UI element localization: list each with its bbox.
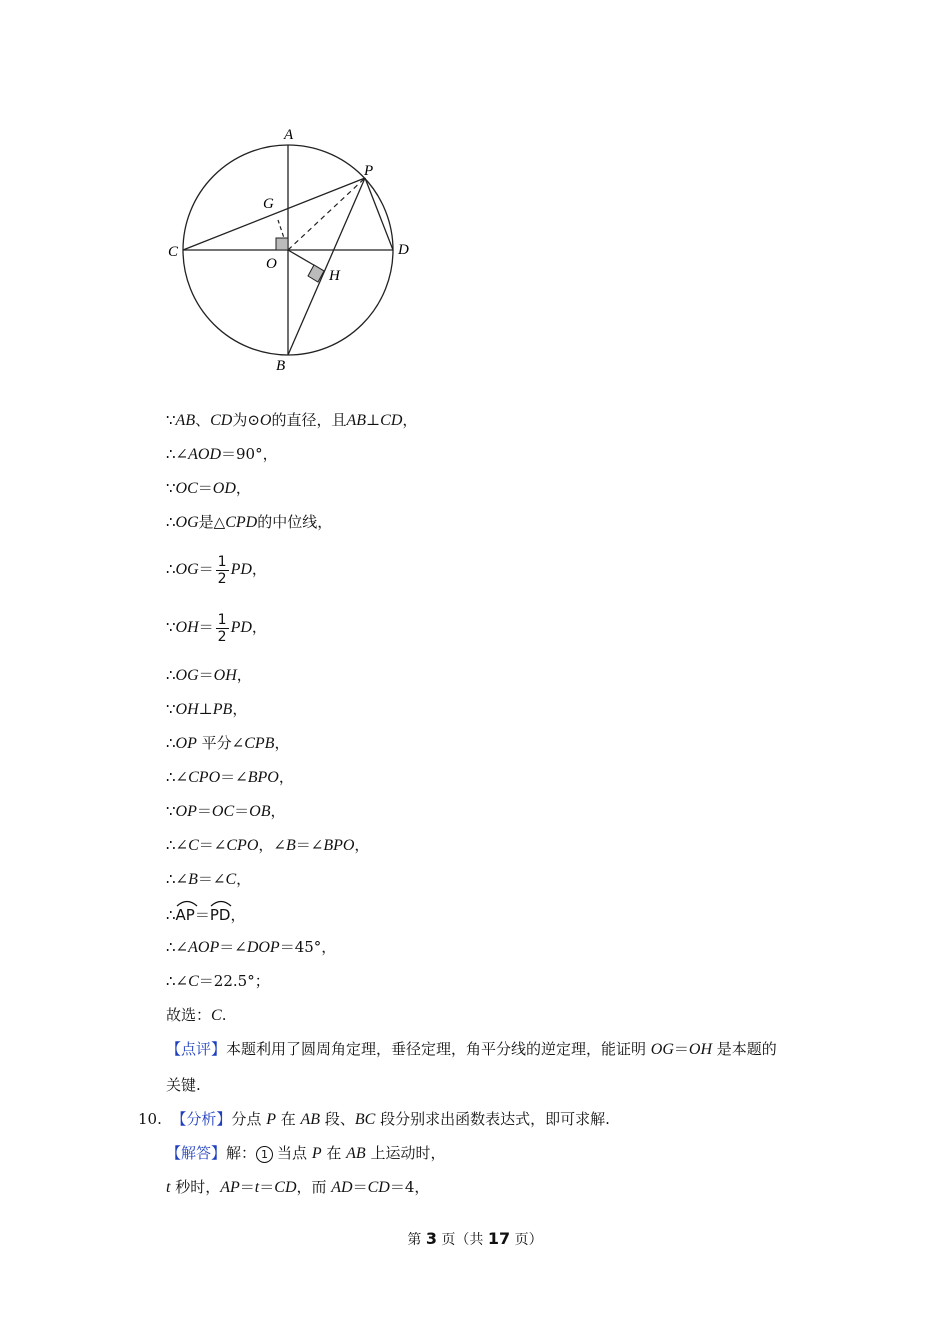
step-10 [166,765,294,789]
t: ＝90°， [221,445,278,463]
v: C [225,871,237,888]
t: 的中位线， [257,513,333,531]
t: ＝∠ [219,938,247,956]
t: ∴ [166,666,176,684]
t: ＝ [197,479,213,497]
t: ＝ [352,1178,368,1196]
v: AB [346,1145,366,1162]
geometry-figure [160,118,420,380]
t: ∵ [166,700,176,718]
t: ＝ [239,1178,255,1196]
step-17 [166,1003,226,1027]
t: ＝ [198,666,214,684]
v: O [259,412,272,429]
t: ， [230,906,246,924]
t: ， [251,618,267,636]
v: DOP [246,939,280,956]
t: 在 [275,1110,301,1128]
v: C [188,973,199,990]
v: P [266,1111,276,1128]
t: ， [270,802,286,820]
step-14 [166,901,246,925]
t: ⊥ [198,700,213,718]
v: AOP [188,939,220,956]
t: ∵ [166,411,176,429]
t: 段分别求出函数表达式，即可求解. [375,1110,610,1128]
v: PD [230,619,252,636]
t: ，而 [296,1178,332,1196]
page-footer [0,1228,950,1251]
v: B [188,871,198,888]
v: C [211,1007,222,1024]
v: OB [249,803,271,820]
t: 的直径，且 [271,411,347,429]
t: 页） [510,1232,543,1248]
t: ＝ [259,1178,275,1196]
t: ＝ [196,802,212,820]
t: 上运动时， [365,1144,446,1162]
label-d: D [398,242,409,258]
t: ＝ [194,906,210,924]
step-5 [166,552,267,586]
v: PD [230,561,252,578]
t: 是本题的 [712,1040,777,1058]
v: PD [209,906,231,924]
denominator: 2 [217,628,227,645]
step-7 [166,663,252,687]
t: ∴ [166,734,176,752]
t: ⊥ [366,411,381,429]
v: BC [354,1111,376,1128]
arc-icon [176,899,198,907]
v: P [311,1145,322,1162]
step-2 [166,442,278,466]
t: ∴ [166,906,176,924]
v: OG [175,514,199,531]
t: 当点 [277,1144,312,1162]
step-4 [166,510,332,534]
t: ＝45°， [279,938,337,956]
label-b: B [276,358,286,374]
v: CD [367,1179,390,1196]
v: CPB [244,735,275,752]
v: PB [212,701,233,718]
label-o: O [266,256,277,272]
t: 平分∠ [196,734,245,752]
step-13 [166,867,251,891]
t: ∴∠ [166,938,189,956]
t: ＝ [234,802,250,820]
v: OG [175,561,199,578]
t: 段、 [320,1110,355,1128]
t: 关键. [166,1076,201,1094]
t: 页（共 [436,1232,488,1248]
right-angle-mark-o [276,238,288,250]
t: ∴∠ [166,445,189,463]
segment-op-dashed [288,178,365,250]
step-15 [166,935,336,959]
v: C [188,837,199,854]
t: ∵ [166,479,176,497]
v: OG [650,1041,674,1058]
t: ＝∠ [220,768,248,786]
v: OH [175,619,199,636]
step-9 [166,731,289,755]
step-11 [166,799,285,823]
answer-tag: 【解答】 [166,1144,227,1162]
step-16 [166,969,270,993]
t: 是△ [198,513,226,531]
t: ， [354,836,370,854]
t: 故选： [166,1006,212,1024]
arc-ap [176,901,195,923]
v: AB [346,412,367,429]
step-1 [166,408,417,432]
t: ， [278,768,294,786]
v: CD [380,412,403,429]
numerator: 1 [217,553,227,570]
v: AB [300,1111,321,1128]
t: ＝4， [389,1178,430,1196]
v: B [285,837,296,854]
t: ＝22.5°； [198,972,270,990]
step-12 [166,833,369,857]
t: . [221,1006,227,1024]
t: ， [274,734,290,752]
t: ＝ [198,560,214,578]
t: 、 [195,411,211,429]
t: 为⊙ [232,411,260,429]
t: ∴∠ [166,836,189,854]
v: CPO [226,837,259,854]
t: ∴ [166,513,176,531]
t: 本题利用了圆周角定理，垂径定理，角平分线的逆定理，能证明 [226,1040,651,1058]
v: AD [331,1179,353,1196]
t: ， [236,666,252,684]
t: 在 [321,1144,347,1162]
denominator: 2 [217,570,227,587]
step-8 [166,697,247,721]
v: AOD [188,446,222,463]
t: ＝ [673,1040,689,1058]
t: ∵ [166,802,176,820]
step-3 [166,476,251,500]
v: OH [213,667,237,684]
arc-pd [210,901,231,923]
v: CPD [225,514,258,531]
v: OC [211,803,235,820]
label-h: H [329,268,340,284]
v: OC [175,480,198,497]
v: AB [175,412,196,429]
t: ＝∠ [295,836,324,854]
circled-number: 1 [256,1146,273,1163]
v: BPO [247,769,279,786]
t: ＝∠ [197,870,226,888]
label-g: G [263,196,274,212]
v: OH [688,1041,713,1058]
t: ，∠ [258,836,286,854]
t: ∴ [166,560,176,578]
step-6 [166,610,267,644]
v: OP [175,803,197,820]
v: OD [212,480,236,497]
q10-analysis [138,1107,610,1131]
question-number: 10. [138,1110,162,1128]
v: OH [175,701,199,718]
v: CD [274,1179,297,1196]
comment-tag: 【点评】 [166,1040,227,1058]
t: ， [232,700,248,718]
fraction-half [216,554,229,587]
fraction-half [216,612,229,645]
analysis-tag: 【分析】 [171,1110,232,1128]
t: ＝∠ [198,836,227,854]
page-number: 3 [425,1229,437,1248]
t: 第 [407,1232,426,1248]
v: OP [175,735,197,752]
t: ∴∠ [166,768,189,786]
t: ∴∠ [166,870,189,888]
t: ， [236,870,252,888]
numerator: 1 [217,611,227,628]
segment-pd [365,178,393,250]
arc-icon [210,899,232,907]
t: ， [251,560,267,578]
v: t [254,1179,260,1196]
v: BPO [323,837,355,854]
t: 秒时， [170,1178,221,1196]
label-c: C [168,244,179,260]
t: ∵ [166,618,176,636]
v: t [166,1179,171,1196]
q10-line-3 [166,1175,429,1199]
label-a: A [284,127,294,143]
v: OG [175,667,199,684]
comment-line-1 [166,1037,777,1061]
label-p: P [364,163,374,179]
q10-answer [166,1141,445,1165]
t: ， [402,411,418,429]
v: AP [175,906,195,924]
right-angle-mark-h [308,265,324,282]
v: CD [210,412,233,429]
v: AP [220,1179,240,1196]
v: CPO [188,769,221,786]
t: 分点 [231,1110,267,1128]
comment-line-2 [166,1073,201,1097]
t: ＝ [198,618,214,636]
t: ∴∠ [166,972,189,990]
t: 解： [226,1144,257,1162]
t: ， [235,479,251,497]
total-pages: 17 [487,1229,511,1248]
